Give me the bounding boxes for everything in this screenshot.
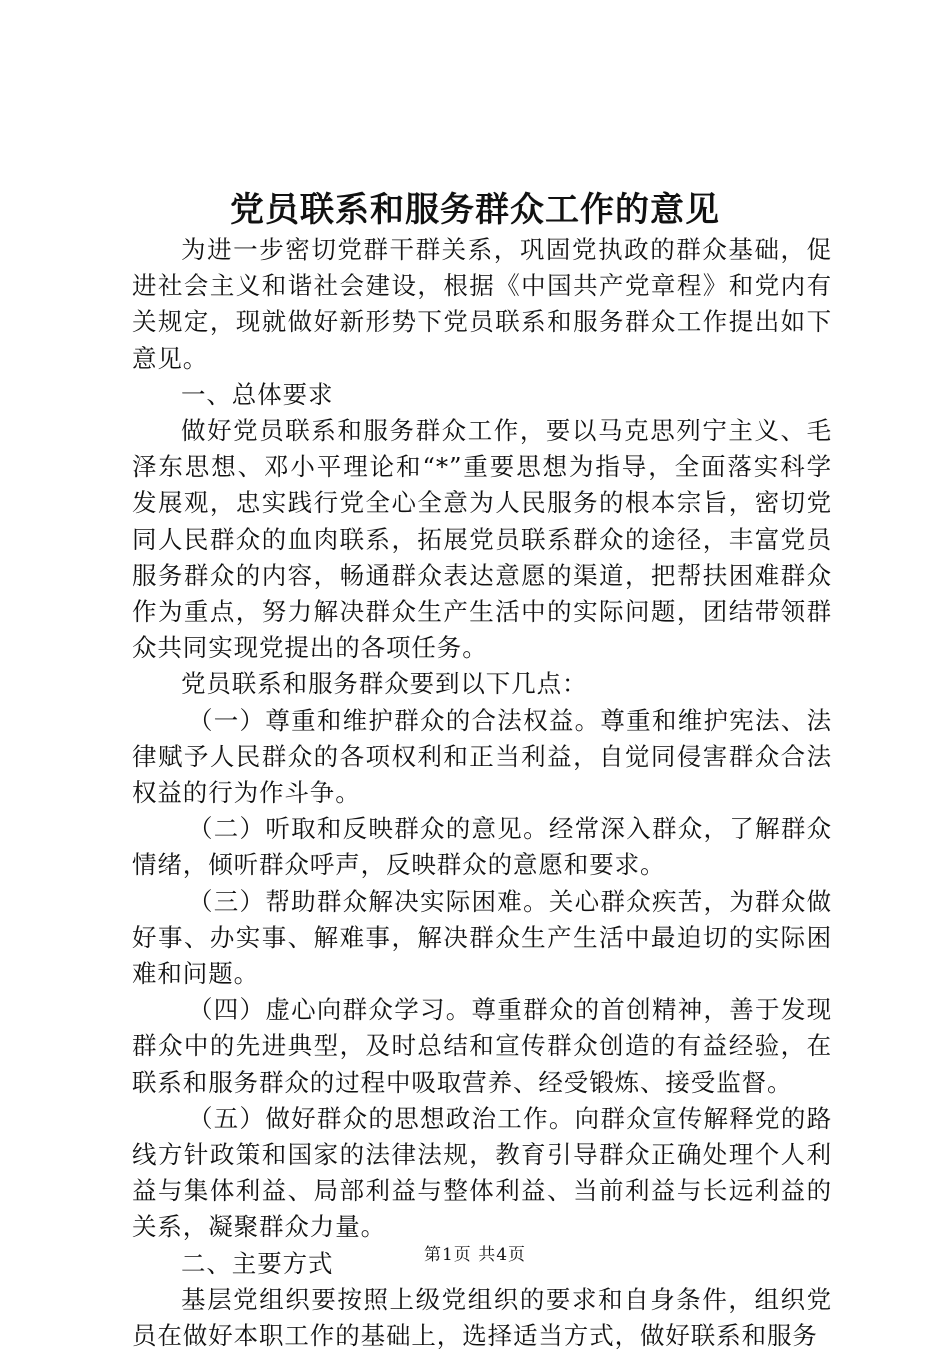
- document-title: 党员联系和服务群众工作的意见: [230, 190, 720, 230]
- paragraph-point-2: （二）听取和反映群众的意见。经常深入群众，了解群众情绪，倾听群众呼声，反映群众的意愿和要求。: [132, 814, 832, 880]
- document-body: [132, 232, 832, 1354]
- section-heading-main-methods: 二、主要方式: [181, 1248, 334, 1278]
- paragraph-points-intro: 党员联系和服务群众要到以下几点：: [181, 669, 588, 699]
- paragraph-point-1: （一）尊重和维护群众的合法权益。尊重和维护宪法、法律赋予人民群众的各项权利和正当利益，自觉同侵害群众合法权益的行为作斗争。: [132, 705, 832, 808]
- paragraph-point-3: （三）帮助群众解决实际困难。关心群众疾苦，为群众做好事、办实事、解难事，解决群众生产生活中最迫切的实际困难和问题。: [132, 886, 832, 989]
- paragraph-point-5: （五）做好群众的思想政治工作。向群众宣传解释党的路线方针政策和国家的法律法规，教育引导群众正确处理个人利益与集体利益、局部利益与整体利益、当前利益与长远利益的关系，凝聚群众力量。: [132, 1103, 832, 1242]
- paragraph-main-methods: 基层党组织要按照上级党组织的要求和自身条件，组织党员在做好本职工作的基础上，选择适当方式，做好联系和服务: [132, 1284, 832, 1351]
- paragraph-intro: 为进一步密切党群干群关系，巩固党执政的群众基础，促进社会主义和谐社会建设，根据《中国共产党章程》和党内有关规定，现就做好新形势下党员联系和服务群众工作提出如下意见。: [132, 235, 832, 373]
- section-heading-general-requirements: 一、总体要求: [181, 379, 334, 409]
- page-footer: 第1页 共4页: [423, 1245, 527, 1265]
- paragraph-point-4: （四）虚心向群众学习。尊重群众的首创精神，善于发现群众中的先进典型，及时总结和宣传群众创造的有益经验，在联系和服务群众的过程中吸取营养、经受锻炼、接受监督。: [132, 995, 832, 1097]
- paragraph-general-requirements: 做好党员联系和服务群众工作，要以马克思列宁主义、毛泽东思想、邓小平理论和“*”重要思想为指导，全面落实科学发展观，忠实践行党全心全意为人民服务的根本宗旨，密切党同人民群众的血肉联系，拓展党员联系群众的途径，丰富党员服务群众的内容，畅通群众表达意愿的渠道，把帮扶困难群众作为重点，努力解决群众生产生活中的实际问题，团结带领群众共同实现党提出的各项任务。: [132, 416, 832, 663]
